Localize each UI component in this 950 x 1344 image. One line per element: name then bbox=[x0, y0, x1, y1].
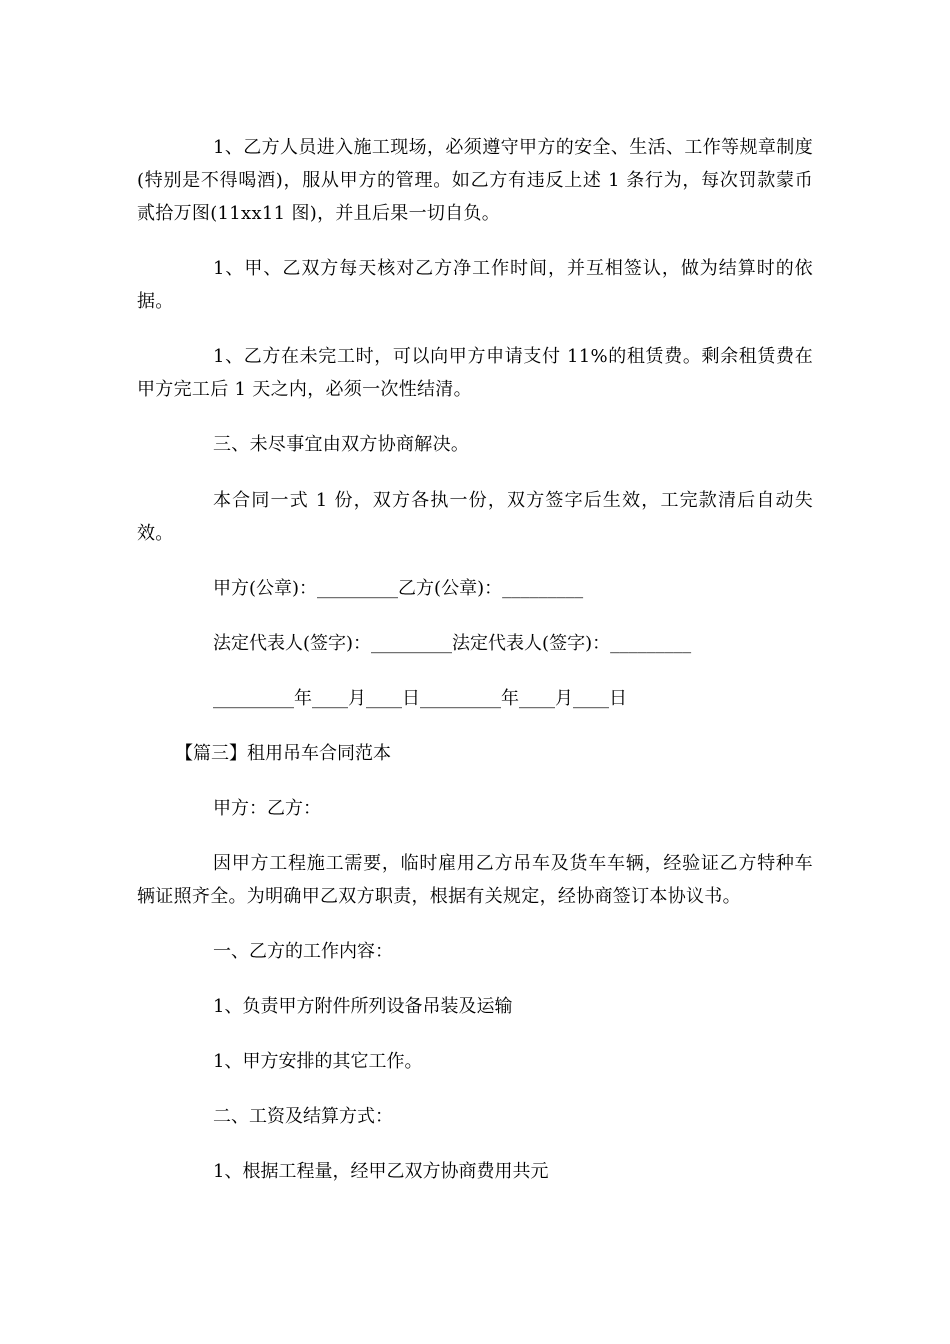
preamble-paragraph: 因甲方工程施工需要，临时雇用乙方吊车及货车车辆，经验证乙方特种车辆证照齐全。为明确甲乙双方职责，根据有关规定，经协商签订本协议书。 bbox=[137, 853, 813, 907]
clause-unresolved-matters: 三、未尽事宜由双方协商解决。 bbox=[213, 434, 470, 455]
clause-payment: 1、乙方在未完工时，可以向甲方申请支付 11%的租赁费。剩余租赁费在甲方完工后 1 天之内，必须一次性结清。 bbox=[137, 346, 813, 400]
signature-seal-line: 甲方(公章)：_________乙方(公章)：_________ bbox=[213, 578, 584, 599]
clause-daily-verification: 1、甲、乙双方每天核对乙方净工作时间，并互相签认，做为结算时的依据。 bbox=[137, 258, 813, 312]
wages-settlement-heading: 二、工资及结算方式： bbox=[213, 1106, 393, 1127]
clause-conduct: 1、乙方人员进入施工现场，必须遵守甲方的安全、生活、工作等规章制度(特别是不得喝酒)，服从甲方的管理。如乙方有违反上述 1 条行为，每次罚款蒙币贰拾万图(11xx11 图)，并且后果一切自负。 bbox=[137, 137, 813, 224]
section-heading: 【篇三】租用吊车合同范本 bbox=[175, 743, 391, 764]
wages-item-fee: 1、根据工程量，经甲乙双方协商费用共元 bbox=[213, 1161, 549, 1182]
work-item-other: 1、甲方安排的其它工作。 bbox=[213, 1051, 423, 1072]
signature-date-line: _________年____月____日_________年____月____日 bbox=[213, 688, 627, 709]
work-item-lifting: 1、负责甲方附件所列设备吊装及运输 bbox=[213, 996, 513, 1017]
signature-representative-line: 法定代表人(签字)：_________法定代表人(签字)：_________ bbox=[213, 633, 692, 654]
clause-contract-copies: 本合同一式 1 份，双方各执一份，双方签字后生效，工完款清后自动失效。 bbox=[137, 490, 813, 544]
work-content-heading: 一、乙方的工作内容： bbox=[213, 941, 393, 962]
parties-line: 甲方：乙方： bbox=[213, 798, 321, 819]
